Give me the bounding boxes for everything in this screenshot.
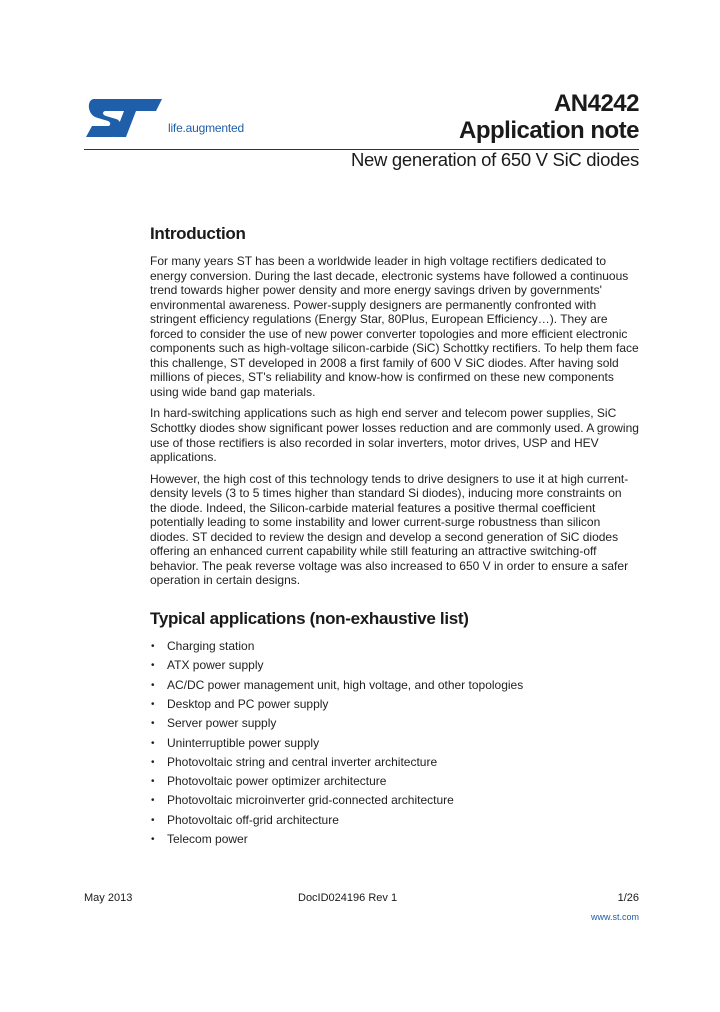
list-item [150, 695, 640, 714]
list-item-text: Desktop and PC power supply [167, 696, 329, 711]
intro-paragraph: In hard-switching applications such as high end server and telecom power supplies, SiC Schottky diodes show significant power losses reduction and are commonly used. A growing use of those rectifiers is also recorded in solar inverters, motor drives, USP and HEV applications. [150, 406, 639, 465]
list-item-text: Uninterruptible power supply [167, 735, 320, 750]
bullet-icon: • [151, 834, 155, 845]
bullet-icon: • [151, 660, 155, 672]
footer-date: May 2013 [84, 892, 133, 904]
list-item-text: Photovoltaic string and central inverter architecture [167, 754, 438, 769]
list-item [150, 734, 640, 753]
bullet-icon: • [151, 756, 155, 768]
intro-paragraph: For many years ST has been a worldwide leader in high voltage rectifiers dedicated to energy conversion. During the last decade, electronic systems have followed a continuous trend towards higher power density and more energy savings driven by governments' environmental awareness. Power-supply designers are permanently confronted with stringent efficiency regulations (Energy Star, 80Plus, European Efficiency…). They are forced to consider the use of new power converter topologies and more efficient electronic components such as high-voltage silicon-carbide (SiC) Schottky rectifiers. To help them face this challenge, ST developed in 2008 a first family of 600 V SiC diodes. After having sold millions of pieces, ST's reliability and know-how is confirmed on these new components using wide band gap materials. [150, 254, 639, 399]
bullet-icon: • [151, 718, 155, 730]
bullet-icon: • [151, 795, 155, 807]
list-item [150, 753, 640, 772]
list-item-text: Server power supply [167, 716, 277, 731]
intro-paragraph: However, the high cost of this technology tends to drive designers to use it at high current-density levels (3 to 5 times higher than standard Si diodes), inducing more constraints on the diode. Indeed, the Silicon-carbide material features a positive thermal coefficient potentially leading to some instability and lower current-surge robustness than silicon diodes. ST decided to review the design and develop a second generation of SiC diodes offering an enhanced current capability while still featuring an attractive switching-off behavior. The peak reverse voltage was also increased to 650 V in order to ensure a safer operation in certain designs. [150, 471, 629, 588]
list-item-text: Telecom power [167, 832, 248, 846]
tagline: life.augmented [168, 121, 244, 135]
list-item [150, 637, 640, 656]
list-item-text: AC/DC power management unit, high voltage, and other topologies [167, 677, 524, 692]
list-item [150, 772, 640, 791]
main-content [150, 224, 640, 849]
st-logo [84, 95, 266, 141]
bullet-icon: • [151, 776, 155, 788]
list-item-text: Charging station [167, 639, 255, 654]
list-item [150, 791, 640, 810]
list-item [150, 811, 640, 830]
bullet-icon: • [151, 641, 155, 653]
footer-doc-reference: DocID024196 Rev 1 [298, 892, 398, 904]
list-item [150, 714, 640, 733]
list-item [150, 830, 640, 849]
bullet-icon: • [151, 814, 155, 826]
list-item-text: ATX power supply [167, 658, 264, 673]
list-item [150, 676, 640, 695]
bullet-icon: • [151, 737, 155, 749]
bullet-icon: • [151, 698, 155, 710]
st-logo-icon [84, 95, 164, 141]
introduction-heading: Introduction [150, 224, 246, 243]
applications-list [150, 637, 640, 849]
document-id: AN4242 [553, 90, 639, 117]
list-item-text: Photovoltaic off-grid architecture [167, 812, 339, 827]
document-subtitle: New generation of 650 V SiC diodes [350, 149, 639, 170]
list-item [150, 656, 640, 675]
footer-page-number: 1/26 [617, 892, 639, 904]
list-item-text: Photovoltaic power optimizer architecture [167, 774, 387, 789]
applications-heading: Typical applications (non-exhaustive list) [150, 609, 469, 629]
document-type: Application note [459, 117, 639, 144]
list-item-text: Photovoltaic microinverter grid-connected architecture [167, 793, 454, 808]
footer-website-link[interactable]: www.st.com [590, 912, 639, 922]
bullet-icon: • [151, 679, 155, 691]
